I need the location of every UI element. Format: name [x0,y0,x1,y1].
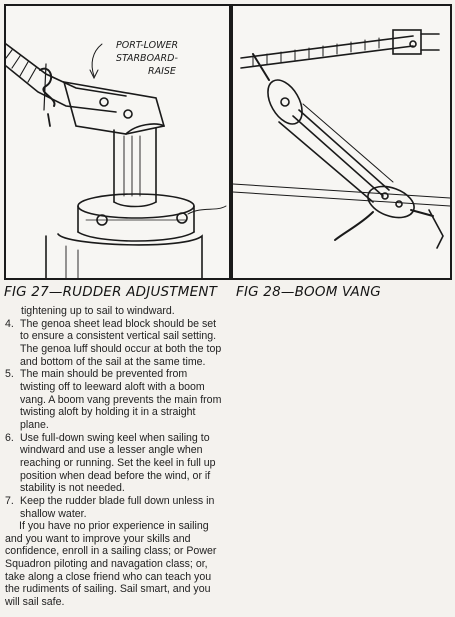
item-number: 5. [5,368,14,381]
boom-vang-illustration [233,6,450,278]
item-number: 7. [5,494,14,507]
item-number: 4. [5,317,14,330]
lead-line: tightening up to sail to windward. [21,305,175,317]
list-item [5,368,225,431]
item-text: Keep the rudder blade full down unless in shallow water. [20,494,215,520]
rudder-illustration [6,6,229,278]
figure-27-rudder-adjustment [4,4,231,280]
body-text [5,305,225,609]
item-text: Use full-down swing keel when sailing to windward and use a lesser angle when reaching or running. Set the keel in full up position when dead before the wind, or if stability is not needed. [20,431,216,495]
callout-raise: RAISE [148,66,176,77]
item-text: The main should be prevented from twisting off to leeward aloft with a boom vang. A boom vang prevents the main from twisting aloft by holding it in a straight plane. [20,368,222,431]
list-item [5,495,225,520]
item-text: The genoa sheet lead block should be set to ensure a consistent vertical sail setting. The genoa luff should occur at both the top and bottom of the sail at the same time. [20,317,222,368]
item-number: 6. [5,431,14,444]
callout-starboard: STARBOARD- [116,53,178,64]
tips-list [5,318,225,521]
figure-28-boom-vang [231,4,452,280]
callout-port-lower: PORT-LOWER [116,40,179,51]
list-item [5,318,225,369]
figure-28-caption: FIG 28—BOOM VANG [236,284,381,300]
list-item [5,432,225,495]
closing-paragraph: If you have no prior experience in sailing and you want to improve your skills and confidence, enroll in a sailing class; or Power Squadron piloting and navagation class; or, take along a close friend who can teach you the rudiments of sailing. Sail smart, and you will sail safe. [5,520,217,609]
figure-27-caption: FIG 27—RUDDER ADJUSTMENT [4,284,218,300]
